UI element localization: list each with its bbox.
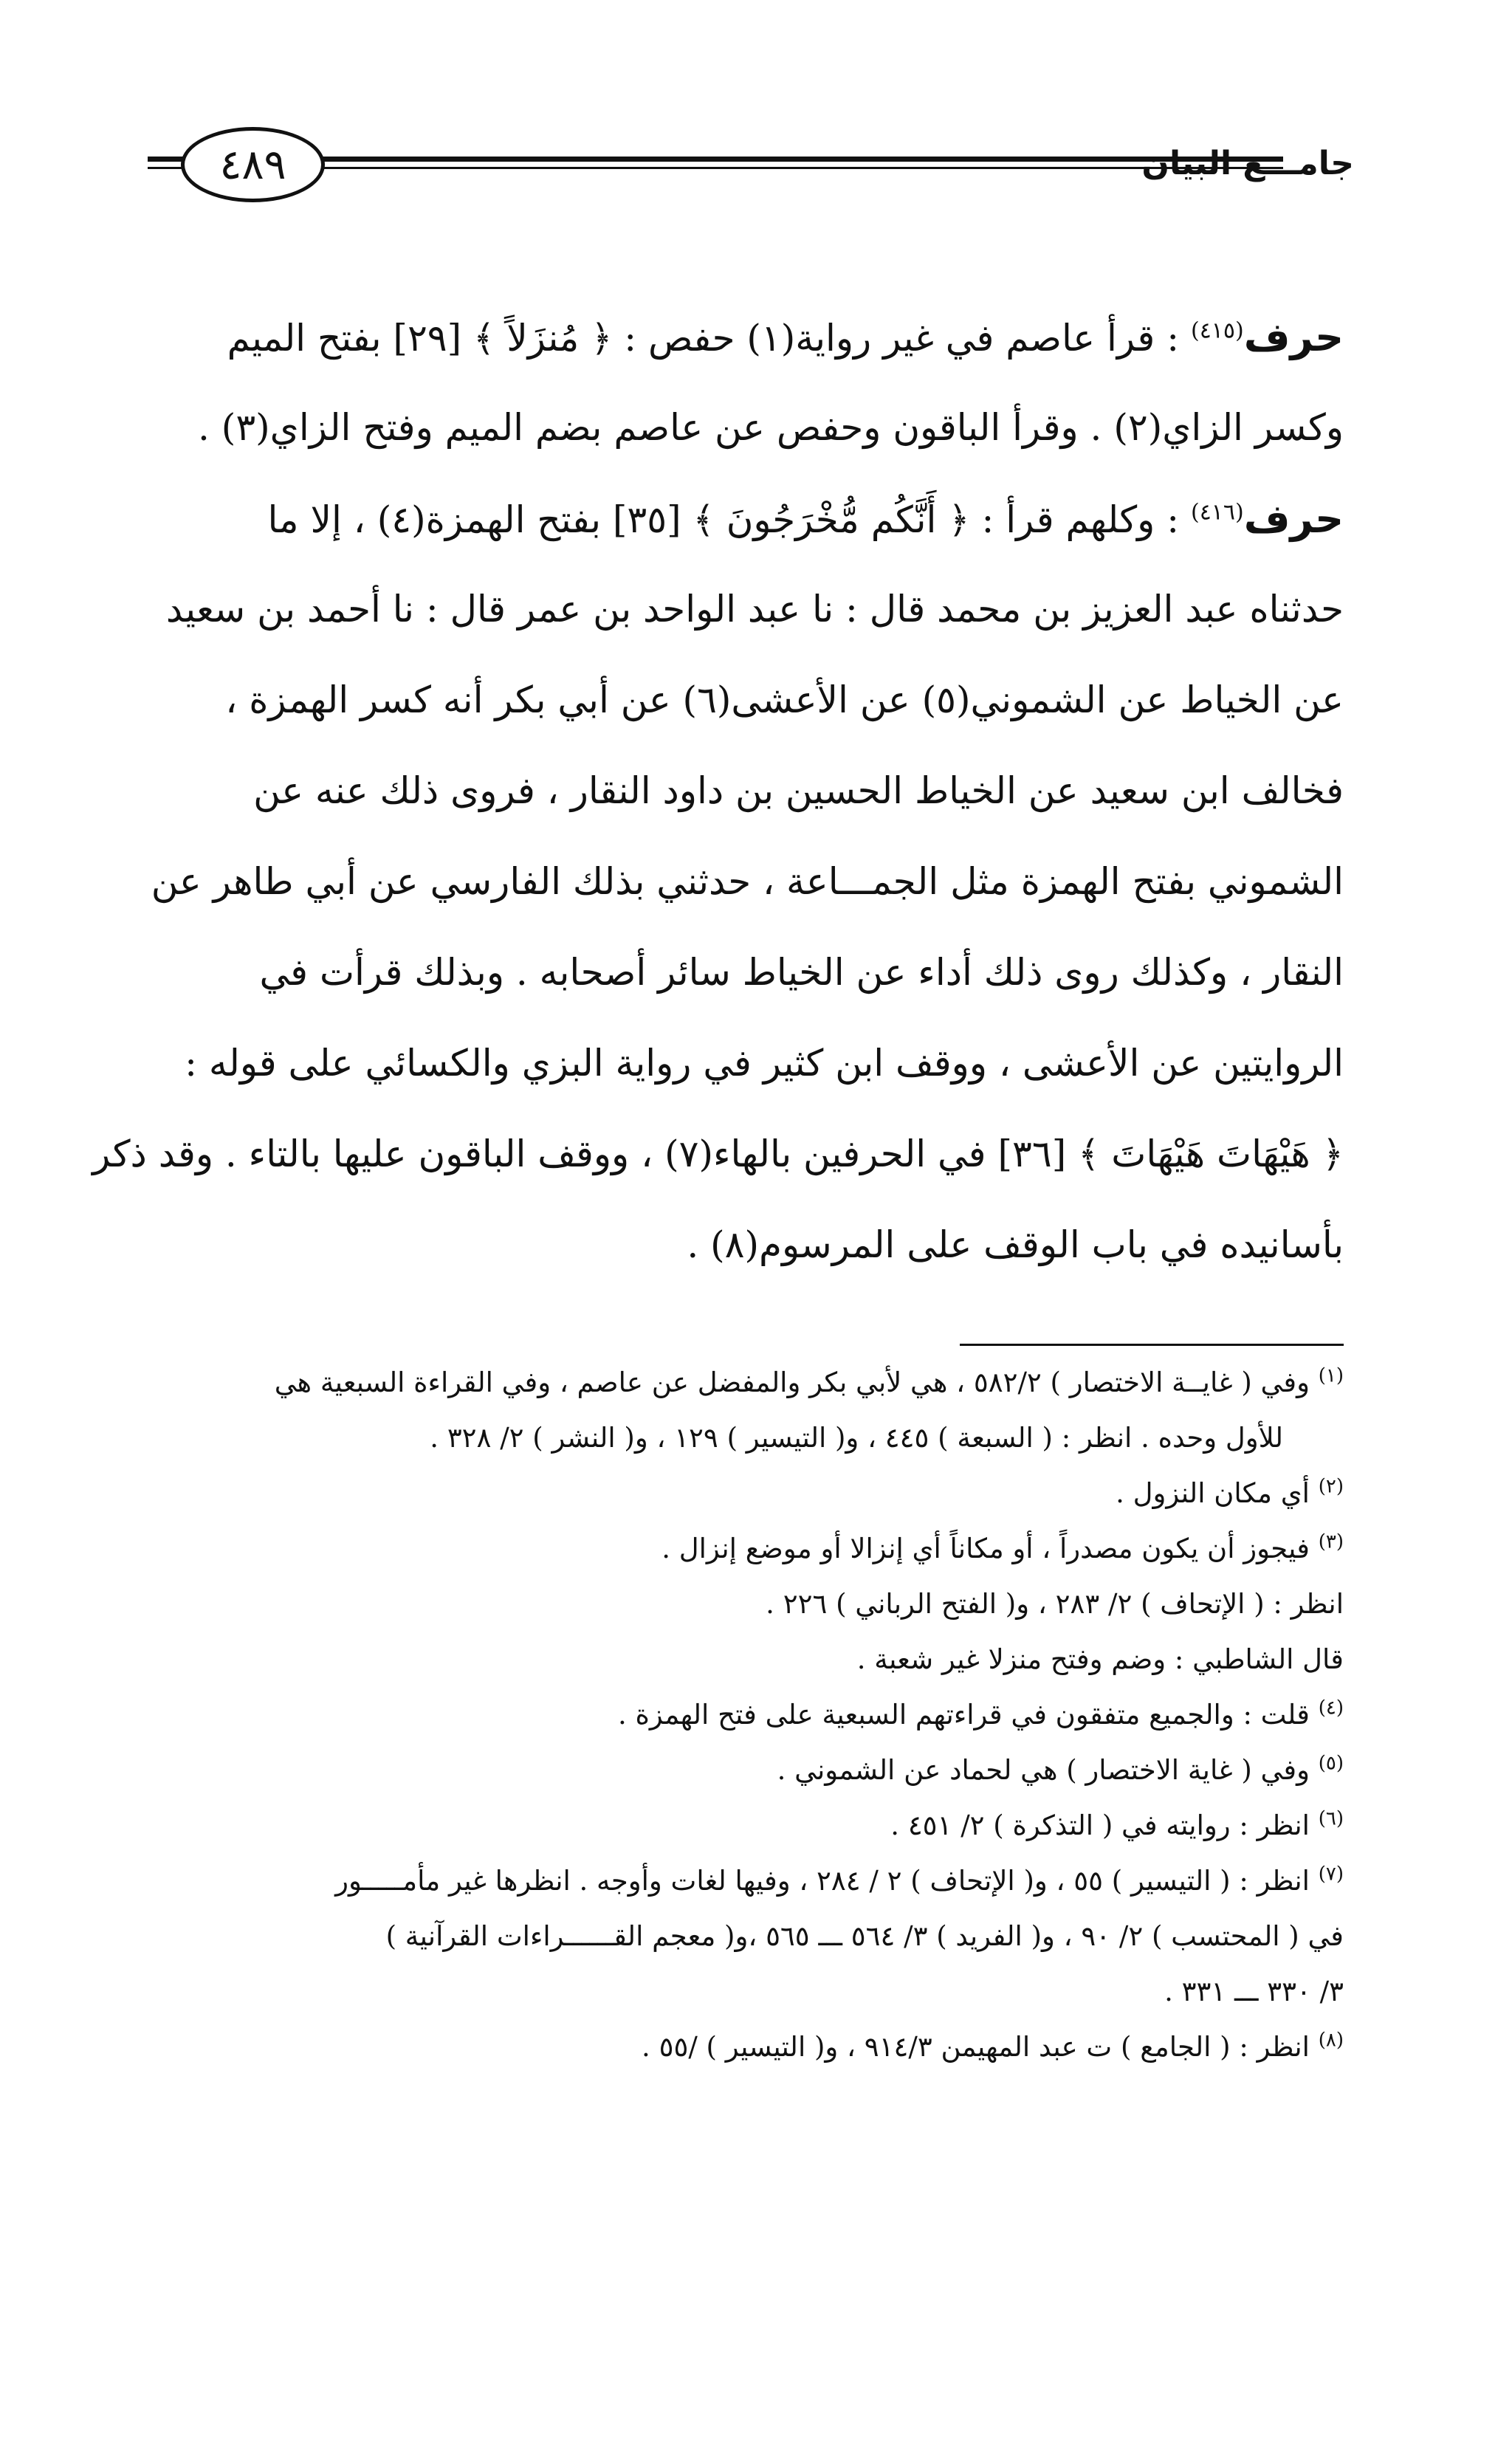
footnote-text: للأول وحده . انظر : ( السبعة ) ٤٤٥ ، و( التيسير ) ١٢٩ ، و( النشر ) ٢/ ٣٢٨ . — [430, 1422, 1283, 1454]
footnote-number: (٧) — [1318, 1863, 1344, 1886]
footnote-line — [168, 1355, 1344, 1410]
running-title: جامـــع البيان — [1141, 145, 1354, 182]
line-text: فخالف ابن سعيد عن الخياط الحسين بن داود النقار ، فروى ذلك عنه عن — [253, 769, 1344, 812]
footnote-text: وفي ( غاية الاختصار ) هي لحماد عن الشموني . — [777, 1754, 1310, 1786]
main-text — [92, 292, 1344, 1291]
footnote-line — [168, 2019, 1344, 2075]
text-line — [168, 655, 1344, 746]
text-line — [168, 927, 1344, 1018]
footnote-line — [168, 1687, 1344, 1742]
line-text: النقار ، وكذلك روى ذلك أداء عن الخياط سائر أصحابه . وبذلك قرأت في — [259, 951, 1344, 994]
footnote-text: وفي ( غايــة الاختصار ) ٥٨٢/٢ ، هي لأبي بكر والمفضل عن عاصم ، وفي القراءة السبعية هي — [274, 1367, 1310, 1398]
footnote-text: فيجوز أن يكون مصدراً ، أو مكاناً أي إنزالا أو موضع إنزال . — [662, 1533, 1310, 1564]
footnote-number: (٤) — [1318, 1697, 1344, 1719]
text-line — [168, 746, 1344, 836]
text-line — [168, 473, 1344, 564]
harf-keyword: حرف — [1243, 314, 1344, 360]
page-number: ٤٨٩ — [181, 127, 325, 202]
harf-number: (٤١٥) — [1190, 317, 1244, 344]
footnote-line — [168, 1798, 1344, 1853]
footnote-line — [168, 1853, 1344, 1908]
line-text: وكسر الزاي(٢) . وقرأ الباقون وحفص عن عاصم بضم الميم وفتح الزاي(٣) . — [198, 406, 1344, 449]
line-text: حدثناه عبد العزيز بن محمد قال : نا عبد الواحد بن عمر قال : نا أحمد بن سعيد — [165, 588, 1344, 630]
footnote-separator — [960, 1344, 1344, 1346]
footnote-line — [168, 1964, 1344, 2019]
footnote-number: (١) — [1318, 1364, 1344, 1387]
footnote-line — [168, 1908, 1344, 1964]
footnote-number: (٣) — [1318, 1530, 1344, 1553]
line-text: الروايتين عن الأعشى ، ووقف ابن كثير في رواية البزي والكسائي على قوله : — [185, 1042, 1344, 1085]
footnote-text: قال الشاطبي : وضم وفتح منزلا غير شعبة . — [856, 1643, 1344, 1675]
harf-number: (٤١٦) — [1190, 499, 1244, 526]
footnote-number: (٥) — [1318, 1752, 1344, 1775]
text-line — [168, 382, 1344, 473]
line-text: الشموني بفتح الهمزة مثل الجمـــاعة ، حدثني بذلك الفارسي عن أبي طاهر عن — [151, 860, 1344, 903]
footnote-line — [168, 1742, 1344, 1798]
footnote-text: أي مكان النزول . — [1116, 1477, 1310, 1509]
footnote-text: انظر : ( التيسير ) ٥٥ ، و( الإتحاف ) ٢ / ٢٨٤ ، وفيها لغات وأوجه . انظرها غير مأمـــــور — [335, 1865, 1310, 1897]
footnote-text: انظر : روايته في ( التذكرة ) ٢/ ٤٥١ . — [890, 1810, 1310, 1841]
footnote-text: انظر : ( الجامع ) ت عبد المهيمن ٩١٤/٣ ، و( التيسير ) /٥٥ . — [642, 2031, 1310, 2063]
harf-keyword: حرف — [1243, 495, 1344, 542]
footnote-text: انظر : ( الإتحاف ) ٢/ ٢٨٣ ، و( الفتح الرباني ) ٢٢٦ . — [766, 1588, 1344, 1620]
line-text: عن الخياط عن الشموني(٥) عن الأعشى(٦) عن أبي بكر أنه كسر الهمزة ، — [225, 678, 1344, 721]
text-line — [92, 1109, 1344, 1200]
line-text: : وكلهم قرأ : ﴿ أَنَّكُم مُّخْرَجُونَ ﴾ [٣٥] بفتح الهمزة(٤) ، إلا ما — [267, 498, 1191, 541]
footnote-line — [168, 1410, 1344, 1465]
footnote-number: (٦) — [1318, 1807, 1344, 1830]
text-line — [168, 1018, 1344, 1109]
footnote-number: (٨) — [1318, 2029, 1344, 2052]
line-text: بأسانيده في باب الوقف على المرسوم(٨) . — [687, 1223, 1344, 1266]
footnote-line — [168, 1465, 1344, 1521]
text-line — [168, 1200, 1344, 1291]
text-line — [168, 292, 1344, 382]
footnote-number: (٢) — [1318, 1475, 1344, 1498]
text-line — [151, 836, 1344, 927]
footnote-line — [168, 1632, 1344, 1687]
line-text: : قرأ عاصم في غير رواية(١) حفص : ﴿ مُنزَلاً ﴾ [٢٩] بفتح الميم — [227, 317, 1191, 360]
footnote-text: قلت : والجميع متفقون في قراءتهم السبعية على فتح الهمزة . — [618, 1699, 1310, 1731]
footnotes — [168, 1355, 1344, 2075]
text-line — [165, 564, 1344, 655]
footnote-line — [168, 1521, 1344, 1576]
line-text: ﴿ هَيْهَاتَ هَيْهَاتَ ﴾ [٣٦] في الحرفين بالهاء(٧) ، ووقف الباقون عليها بالتاء . وقد ذكر — [92, 1133, 1344, 1175]
footnote-line — [168, 1576, 1344, 1632]
footnote-text: ٣/ ٣٣٠ ـــ ٣٣١ . — [1164, 1976, 1344, 2007]
footnote-text: في ( المحتسب ) ٢/ ٩٠ ، و( الفريد ) ٣/ ٥٦٤ ـــ ٥٦٥ ،و( معجم القــــــراءات القرآنية ) — [385, 1920, 1344, 1952]
